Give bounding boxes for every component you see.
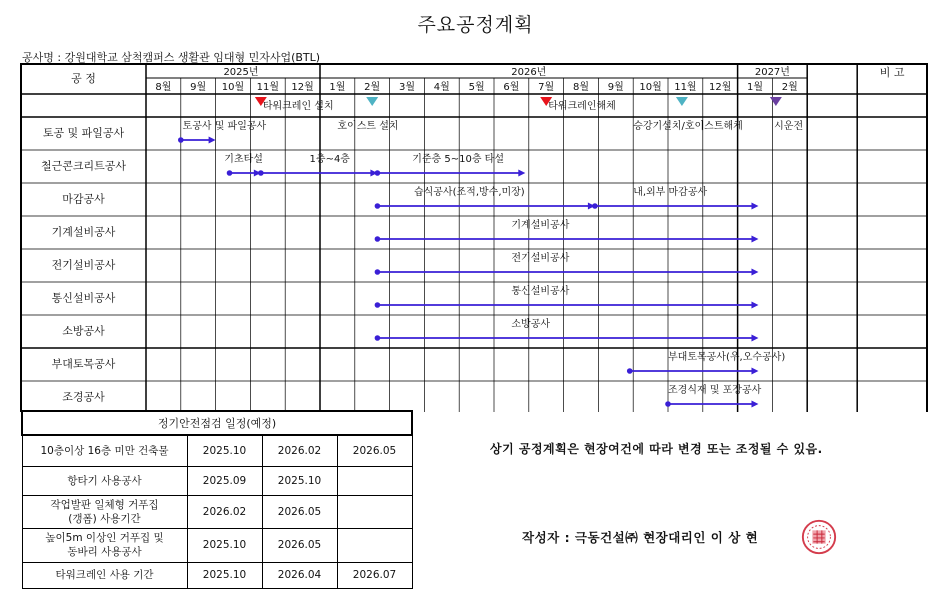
bar-start-dot: [375, 236, 381, 242]
bar-label: 조경식재 및 포장공사: [668, 385, 762, 396]
bar-label: 부대토목공사(우,오수공사): [668, 352, 786, 363]
author-line: 작성자 : 극동건설㈜ 현장대리인 이 상 현: [522, 530, 759, 545]
inspection-date: 2025.10: [262, 466, 337, 495]
inspection-date: 2026.02: [262, 435, 337, 466]
bar-start-dot: [375, 335, 381, 341]
bar-label: 기초타설: [224, 154, 263, 165]
month-label: 2월: [781, 82, 798, 93]
month-label: 11월: [256, 82, 279, 93]
process-name: 소방공사: [62, 324, 105, 338]
month-label: 1월: [746, 82, 764, 93]
remarks-header: 비 고: [879, 66, 905, 79]
month-label: 12월: [709, 82, 732, 93]
inspection-date: 2025.10: [187, 528, 262, 562]
bar-start-dot: [592, 203, 598, 209]
bar-start-dot: [375, 170, 381, 176]
bar-arrowhead: [751, 335, 758, 342]
month-label: 7월: [538, 82, 555, 93]
bar-label: 기계설비공사: [511, 220, 570, 231]
month-label: 9월: [607, 82, 624, 93]
bar-arrowhead: [751, 203, 758, 210]
bar-start-dot: [178, 137, 184, 143]
bar-label: 습식공사(조적,방수,미장): [413, 187, 525, 198]
process-name: 철근콘크리트공사: [40, 159, 127, 173]
bar-arrowhead: [751, 236, 758, 243]
milestone-marker: [770, 97, 782, 106]
page-title: 주요공정계획: [417, 14, 534, 36]
inspection-table: [21, 410, 413, 589]
inspection-row: [22, 528, 412, 562]
inspection-item: 높이5m 이상인 거푸집 및 동바리 사용공사: [22, 528, 187, 562]
month-label: 2월: [364, 82, 381, 93]
process-name: 마감공사: [62, 192, 105, 206]
bar-label: 내,외부 마감공사: [633, 187, 708, 198]
bar-start-dot: [258, 170, 264, 176]
bar-label: 전기설비공사: [511, 253, 570, 264]
inspection-date: 2026.02: [187, 495, 262, 528]
inspection-date: 2026.05: [337, 435, 412, 466]
year-label: 2027년: [754, 67, 790, 78]
month-label: 11월: [674, 82, 697, 93]
inspection-date: 2026.05: [262, 495, 337, 528]
bar-label: 1층~4층: [309, 154, 350, 165]
bar-start-dot: [375, 203, 381, 209]
inspection-date: 2025.10: [187, 435, 262, 466]
bar-label: 소방공사: [511, 319, 551, 330]
inspection-date: 2026.04: [262, 562, 337, 588]
month-label: 6월: [503, 82, 520, 93]
inspection-date: [337, 466, 412, 495]
bar-start-dot: [375, 302, 381, 308]
bar-start-dot: [627, 368, 633, 374]
seal-stamp: [800, 518, 838, 556]
bar-arrowhead: [751, 401, 758, 408]
month-label: 10월: [221, 82, 245, 93]
gantt-frame: [21, 64, 927, 412]
inspection-row: [22, 562, 412, 588]
bar-arrowhead: [751, 302, 758, 309]
inspection-title: 정기안전점검 일정(예정): [22, 411, 412, 435]
year-label: 2026년: [511, 67, 547, 78]
inspection-item: 10층이상 16층 미만 건축물: [22, 435, 187, 466]
bar-label: 기준층 5~10층 타설: [412, 154, 505, 165]
inspection-date: 2026.07: [337, 562, 412, 588]
month-label: 5월: [468, 82, 485, 93]
bar-start-dot: [375, 269, 381, 275]
inspection-date: [337, 495, 412, 528]
inspection-item: 작업발판 일체형 거푸집 (갱폼) 사용기간: [22, 495, 187, 528]
inspection-date: [337, 528, 412, 562]
month-label: 8월: [572, 82, 590, 93]
month-label: 9월: [190, 82, 207, 93]
activity-note: 승강기설치/호이스트해체: [633, 121, 743, 132]
milestone-marker: [676, 97, 688, 106]
process-name: 조경공사: [62, 390, 105, 404]
process-name: 기계설비공사: [51, 225, 116, 239]
inspection-row: [22, 435, 412, 466]
milestone-label: 타워크레인해체: [548, 101, 616, 112]
month-label: 4월: [433, 82, 450, 93]
month-label: 8월: [155, 82, 172, 93]
activity-note: 시운전: [774, 121, 804, 132]
month-label: 10월: [639, 82, 662, 93]
month-label: 12월: [291, 82, 314, 93]
activity-note: 호이스트 설치: [337, 121, 399, 132]
inspection-item: 타워크레인 사용 기간: [22, 562, 187, 588]
bar-arrowhead: [518, 170, 525, 177]
month-label: 3월: [398, 82, 416, 93]
inspection-date: 2025.10: [187, 562, 262, 588]
bar-label: 토공사 및 파일공사: [182, 121, 267, 132]
process-name: 통신설비공사: [51, 291, 116, 305]
process-name: 부대토목공사: [51, 357, 116, 371]
inspection-row: [22, 495, 412, 528]
process-name: 토공 및 파일공사: [42, 126, 125, 140]
schedule-note: 상기 공정계획은 현장여건에 따라 변경 또는 조정될 수 있음.: [490, 442, 823, 456]
year-label: 2025년: [223, 67, 259, 78]
bar-arrowhead: [751, 368, 758, 375]
month-label: 1월: [329, 82, 346, 93]
bar-arrowhead: [209, 137, 216, 144]
inspection-item: 항타기 사용공사: [22, 466, 187, 495]
bar-label: 통신설비공사: [511, 286, 570, 297]
inspection-date: 2026.05: [262, 528, 337, 562]
project-name: 공사명 : 강원대학교 삼척캠퍼스 생활관 임대형 민자사업(BTL): [22, 51, 321, 64]
inspection-date: 2025.09: [187, 466, 262, 495]
milestone-label: 타워크레인 설치: [262, 101, 334, 112]
bar-start-dot: [665, 401, 671, 407]
process-name: 전기설비공사: [51, 258, 116, 272]
bar-arrowhead: [751, 269, 758, 276]
inspection-row: [22, 466, 412, 495]
bar-start-dot: [227, 170, 233, 176]
milestone-marker: [366, 97, 378, 106]
process-header: 공 정: [71, 72, 96, 85]
